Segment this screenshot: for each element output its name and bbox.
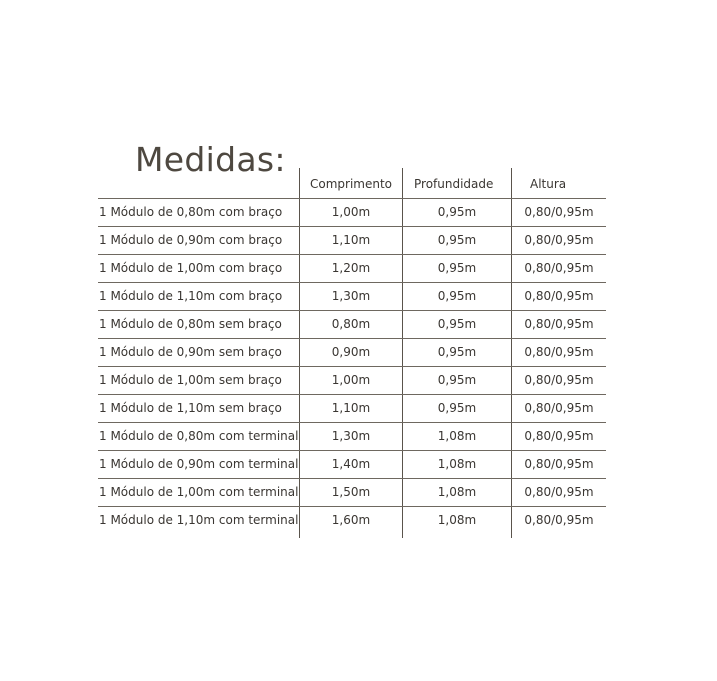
cell-comprimento: 1,40m xyxy=(331,457,371,471)
cell-comprimento: 1,30m xyxy=(331,289,371,303)
table-row xyxy=(0,394,717,422)
cell-altura: 0,80/0,95m xyxy=(524,289,594,303)
table-row xyxy=(0,478,717,506)
cell-modulo: 1 Módulo de 0,90m sem braço xyxy=(99,345,282,359)
cell-modulo: 1 Módulo de 0,80m com terminal xyxy=(99,429,299,443)
table-row xyxy=(0,450,717,478)
cell-comprimento: 1,10m xyxy=(331,401,371,415)
cell-modulo: 1 Módulo de 0,90m com braço xyxy=(99,233,283,247)
table-row xyxy=(0,310,717,338)
cell-altura: 0,80/0,95m xyxy=(524,513,594,527)
cell-altura: 0,80/0,95m xyxy=(524,317,594,331)
cell-profundidade: 0,95m xyxy=(437,261,477,275)
cell-profundidade: 1,08m xyxy=(437,457,477,471)
cell-profundidade: 0,95m xyxy=(437,205,477,219)
table-row xyxy=(0,506,717,534)
cell-profundidade: 1,08m xyxy=(437,485,477,499)
cell-altura: 0,80/0,95m xyxy=(524,373,594,387)
cell-modulo: 1 Módulo de 1,10m sem braço xyxy=(99,401,282,415)
cell-comprimento: 1,00m xyxy=(331,205,371,219)
cell-comprimento: 1,50m xyxy=(331,485,371,499)
cell-profundidade: 0,95m xyxy=(437,373,477,387)
cell-altura: 0,80/0,95m xyxy=(524,205,594,219)
cell-modulo: 1 Módulo de 1,00m com braço xyxy=(99,261,283,275)
table-row xyxy=(0,338,717,366)
cell-profundidade: 0,95m xyxy=(437,401,477,415)
cell-profundidade: 0,95m xyxy=(437,317,477,331)
cell-modulo: 1 Módulo de 1,10m com braço xyxy=(99,289,283,303)
cell-comprimento: 1,20m xyxy=(331,261,371,275)
table-row xyxy=(0,226,717,254)
cell-altura: 0,80/0,95m xyxy=(524,233,594,247)
cell-profundidade: 1,08m xyxy=(437,429,477,443)
cell-modulo: 1 Módulo de 0,80m sem braço xyxy=(99,317,282,331)
cell-modulo: 1 Módulo de 0,80m com braço xyxy=(99,205,283,219)
cell-comprimento: 1,60m xyxy=(331,513,371,527)
header-profundidade: Profundidade xyxy=(414,177,494,191)
table-row xyxy=(0,422,717,450)
cell-modulo: 1 Módulo de 1,00m sem braço xyxy=(99,373,282,387)
cell-comprimento: 1,30m xyxy=(331,429,371,443)
table-row xyxy=(0,282,717,310)
cell-altura: 0,80/0,95m xyxy=(524,485,594,499)
cell-profundidade: 0,95m xyxy=(437,289,477,303)
table-row xyxy=(0,254,717,282)
header-altura: Altura xyxy=(530,177,567,191)
table-row xyxy=(0,366,717,394)
cell-comprimento: 1,00m xyxy=(331,373,371,387)
cell-altura: 0,80/0,95m xyxy=(524,345,594,359)
cell-profundidade: 0,95m xyxy=(437,345,477,359)
cell-altura: 0,80/0,95m xyxy=(524,261,594,275)
cell-modulo: 1 Módulo de 1,00m com terminal xyxy=(99,485,299,499)
cell-comprimento: 0,90m xyxy=(331,345,371,359)
cell-altura: 0,80/0,95m xyxy=(524,457,594,471)
cell-modulo: 1 Módulo de 0,90m com terminal xyxy=(99,457,299,471)
page-title: Medidas: xyxy=(135,140,286,179)
cell-modulo: 1 Módulo de 1,10m com terminal xyxy=(99,513,299,527)
cell-comprimento: 1,10m xyxy=(331,233,371,247)
cell-profundidade: 1,08m xyxy=(437,513,477,527)
header-comprimento: Comprimento xyxy=(310,177,393,191)
cell-altura: 0,80/0,95m xyxy=(524,429,594,443)
table-row xyxy=(0,198,717,226)
cell-comprimento: 0,80m xyxy=(331,317,371,331)
cell-profundidade: 0,95m xyxy=(437,233,477,247)
cell-altura: 0,80/0,95m xyxy=(524,401,594,415)
